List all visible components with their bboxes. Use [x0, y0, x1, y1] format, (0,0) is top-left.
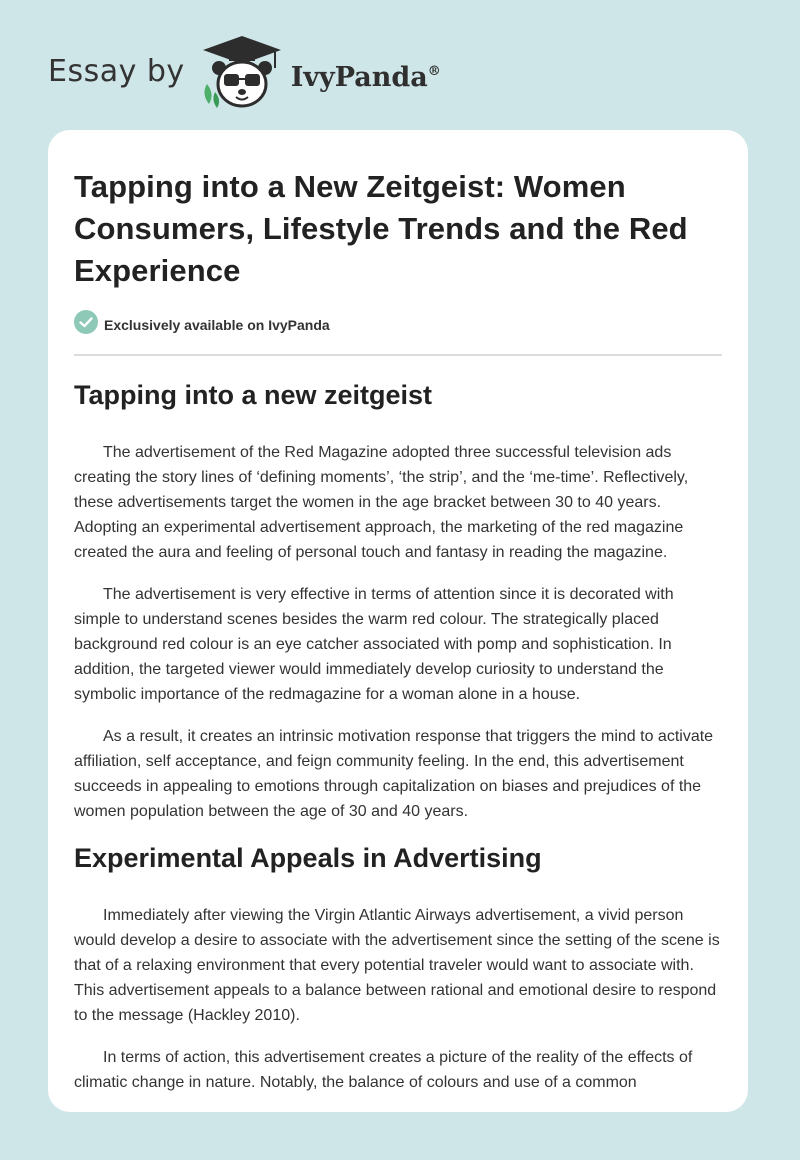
section-heading: Tapping into a new zeitgeist: [74, 380, 433, 410]
exclusive-badge: [74, 310, 722, 339]
paragraph: In terms of action, this advertisement creates a picture of the reality of the effects of climatic change in nature. Notably, the balance of colours and use of a common: [74, 1049, 693, 1091]
paragraph: As a result, it creates an intrinsic motivation response that triggers the mind to activate affiliation, self acceptance, and feign community feeling. In the end, this advertisement succeeds in appealing to emotions through capitalization on biases and prejudices of the women population between the age of 30 and 40 years.: [74, 728, 714, 820]
essay-title: Tapping into a New Zeitgeist: Women Consumers, Lifestyle Trends and the Red Experience: [74, 169, 688, 288]
ivypanda-logo[interactable]: [199, 34, 441, 115]
paragraph: The advertisement is very effective in terms of attention since it is decorated with simple to understand scenes besides the warm red colour. The strategically placed background red colour is an eye catcher associated with pomp and sophistication. In addition, the targeted viewer would immediately develop curiosity to understand the symbolic importance of the redmagazine for a woman alone in a house.: [74, 586, 674, 703]
essay-by-label: Essay by: [48, 53, 185, 89]
site-header: [48, 34, 441, 114]
paragraph: The advertisement of the Red Magazine adopted three successful television ads creating the story lines of ‘defining moments’, ‘the strip’, and the ‘me-time’. Reflectively, these advertisements target the women in the age bracket between 30 to 40 years. Adopting an experimental advertisement approach, the marketing of the red magazine created the aura and feeling of personal touch and fantasy in reading the magazine.: [74, 444, 689, 561]
exclusive-label: Exclusively available on IvyPanda: [104, 316, 330, 333]
section-experimental-appeals: [74, 841, 722, 1095]
check-circle-icon: [74, 310, 98, 339]
section-zeitgeist: [74, 378, 722, 824]
panda-mascot-icon: [199, 34, 285, 115]
paragraph: Immediately after viewing the Virgin Atlantic Airways advertisement, a vivid person would develop a desire to associate with the advertisement since the setting of the scene is that of a relaxing environment that every potential traveler would want to associate with. This advertisement appeals to a balance between rational and emotional desire to respond to the message (Hackley 2010).: [74, 907, 720, 1024]
brand-name: IvyPanda®: [290, 61, 441, 93]
essay-card: [48, 130, 748, 1112]
section-heading: Experimental Appeals in Advertising: [74, 843, 542, 873]
divider: [74, 354, 722, 356]
